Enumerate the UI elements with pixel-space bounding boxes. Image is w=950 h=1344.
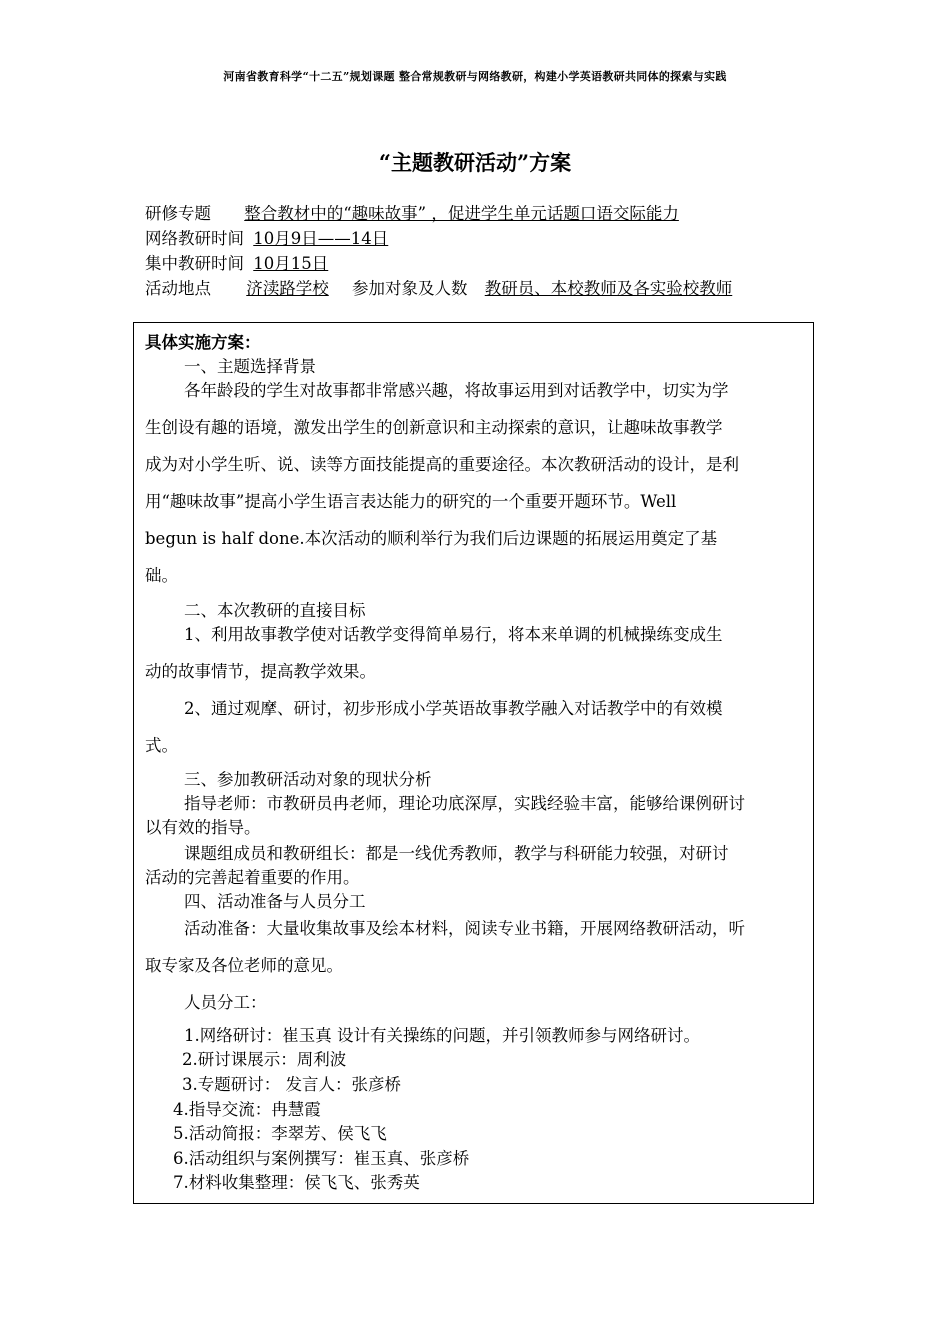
paragraph-line: 活动准备：大量收集故事及绘本材料，阅读专业书籍，开展网络教研活动，听 [184, 919, 745, 938]
paragraph-line: 人员分工： [184, 993, 267, 1012]
meta-row-central [145, 250, 374, 274]
place-label: 活动地点 [145, 279, 211, 298]
topic-value: 整合教材中的“趣味故事” ，促进学生单元话题口语交际能力 [244, 204, 679, 223]
paragraph-line: 生创设有趣的语境，激发出学生的创新意识和主动探索的意识，让趣味故事教学 [145, 418, 723, 437]
list-item: 3.专题研讨： 发言人：张彦桥 [182, 1075, 401, 1094]
place-value: 济渎路学校 [246, 279, 329, 298]
list-item: 4.指导交流：冉慧霞 [173, 1100, 321, 1119]
paragraph-line: 用“趣味故事”提高小学生语言表达能力的研究的一个重要开题环节。Well [145, 492, 677, 511]
paragraph-line: 课题组成员和教研组长：都是一线优秀教师，教学与科研能力较强，对研讨 [184, 844, 729, 863]
list-item: 2.研讨课展示：周利波 [182, 1050, 347, 1069]
plan-heading: 具体实施方案： [145, 333, 261, 352]
paragraph-line: 指导老师：市教研员冉老师，理论功底深厚，实践经验丰富，能够给课例研讨 [184, 794, 745, 813]
central-label: 集中教研时间 [145, 254, 244, 273]
section-heading: 四、活动准备与人员分工 [184, 892, 366, 911]
central-value: 10月15日 [253, 254, 329, 273]
paragraph-line: 各年龄段的学生对故事都非常感兴趣，将故事运用到对话教学中，切实为学 [184, 381, 729, 400]
people-value: 教研员、本校教师及各实验校教师 [484, 279, 733, 298]
online-value: 10月9日——14日 [253, 229, 389, 248]
list-item: 5.活动简报：李翠芳、侯飞飞 [173, 1124, 387, 1143]
plan-box [133, 322, 814, 1204]
paragraph-line: 动的故事情节，提高教学效果。 [145, 662, 376, 681]
section-heading: 三、参加教研活动对象的现状分析 [184, 770, 432, 789]
meta-row-place [145, 275, 732, 299]
online-label: 网络教研时间 [145, 229, 244, 248]
page-title: “主题教研活动”方案 [378, 150, 572, 175]
paragraph-line: 2、通过观摩、研讨，初步形成小学英语故事教学融入对话教学中的有效模 [184, 699, 723, 718]
meta-row-online [145, 225, 418, 249]
document-header: 河南省教育科学“十二五”规划课题 整合常规教研与网络教研，构建小学英语教研共同体的探索与实践 [223, 70, 727, 83]
people-label: 参加对象及人数 [352, 279, 468, 298]
paragraph-line: begun is half done.本次活动的顺利举行为我们后边课题的拓展运用奠定了基 [145, 529, 718, 548]
paragraph-line: 础。 [145, 566, 178, 585]
list-item: 1.网络研讨：崔玉真 设计有关操练的问题，并引领教师参与网络研讨。 [184, 1026, 700, 1045]
list-item: 6.活动组织与案例撰写：崔玉真、张彦桥 [173, 1149, 470, 1168]
topic-label: 研修专题 [145, 204, 211, 223]
paragraph-line: 以有效的指导。 [145, 818, 261, 837]
paragraph-line: 式。 [145, 736, 178, 755]
paragraph-line: 活动的完善起着重要的作用。 [145, 868, 360, 887]
paragraph-line: 1、利用故事教学使对话教学变得简单易行，将本来单调的机械操练变成生 [184, 625, 723, 644]
paragraph-line: 成为对小学生听、说、读等方面技能提高的重要途径。本次教研活动的设计，是利 [145, 455, 739, 474]
list-item: 7.材料收集整理：侯飞飞、张秀英 [173, 1173, 420, 1192]
section-heading: 一、主题选择背景 [184, 357, 316, 376]
meta-row-topic [145, 200, 679, 224]
section-heading: 二、本次教研的直接目标 [184, 601, 366, 620]
paragraph-line: 取专家及各位老师的意见。 [145, 956, 343, 975]
